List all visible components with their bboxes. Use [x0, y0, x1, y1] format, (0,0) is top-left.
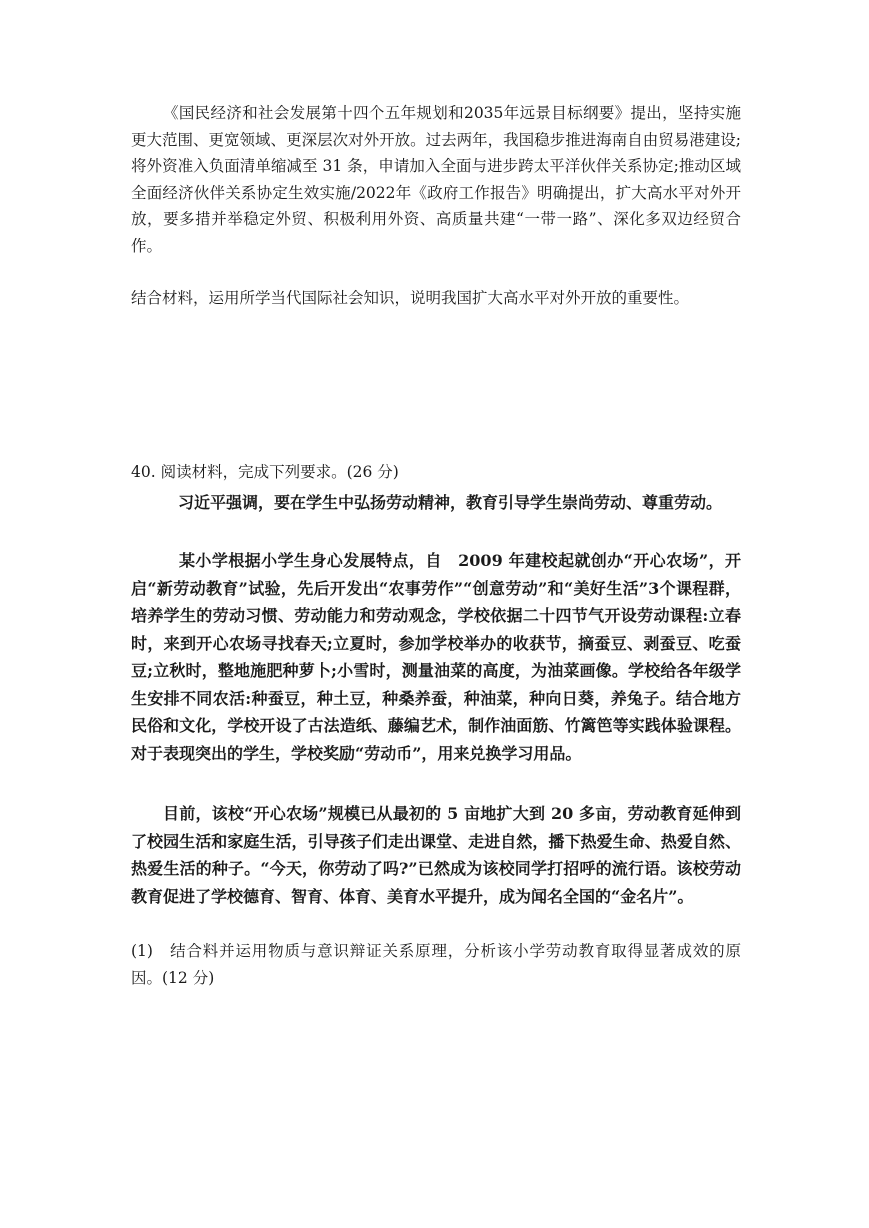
- q40-material-paragraph-1: 某小学根据小学生身心发展特点，自 2009 年建校起就创办“开心农场”，开启“新劳动教育”试验，先后开发出“农事劳作”“创意劳动”和“美好生活”3个课程群，培养学生的劳动习惯、劳动能力和劳动观念，学校依据二十四节气开设劳动课程:立春时，来到开心农场寻找春天;立夏时，参加学校举办的收获节，摘蚕豆、剥蚕豆、吃蚕豆;立秋时，整地施肥种萝卜;小雪时，测量油菜的高度，为油菜画像。学校给各年级学生安排不同农活:种蚕豆，种土豆，种桑养蚕，种油菜，种向日葵，养兔子。结合地方民俗和文化，学校开设了古法造纸、藤编艺术，制作油面筋、竹篱笆等实践体验课程。对于表现突出的学生，学校奖励“劳动币”，用来兑换学习用品。: [131, 551, 741, 763]
- q40-subquestion-1: (1) 结合料并运用物质与意识辩证关系原理，分析该小学劳动教育取得显著成效的原因。(12 分): [131, 942, 741, 987]
- q39-question: 结合材料，运用所学当代国际社会知识，说明我国扩大高水平对外开放的重要性。: [131, 289, 690, 307]
- q40-material-paragraph-2: 目前，该校“开心农场”规模已从最初的 5 亩地扩大到 20 多亩，劳动教育延伸到了校园生活和家庭生活，引导孩子们走出课堂、走进自然，播下热爱生命、热爱自然、热爱生活的种子。“今天，你劳动了吗?”已然成为该校同学打招呼的流行语。该校劳动教育促进了学校德育、智育、体育、美育水平提升，成为闻名全国的“金名片”。: [131, 804, 741, 906]
- q40-quote: 习近平强调，要在学生中弘扬劳动精神，教育引导学生崇尚劳动、尊重劳动。: [178, 493, 723, 512]
- q40-heading: 40. 阅读材料，完成下列要求。(26 分): [131, 463, 399, 481]
- q39-material-paragraph: 《国民经济和社会发展第十四个五年规划和2035年远景目标纲要》提出，坚持实施更大范围、更宽领域、更深层次对外开放。过去两年，我国稳步推进海南自由贸易港建设;将外资准入负面清单缩减至 31 条，申请加入全面与进步跨太平洋伙伴关系协定;推动区域全面经济伙伴关系协定生效实施/2022年《政府工作报告》明确提出，扩大高水平对外开放，要多措并举稳定外贸、积极利用外资、高质量共建“一带一路”、深化多双边经贸合作。: [131, 104, 741, 255]
